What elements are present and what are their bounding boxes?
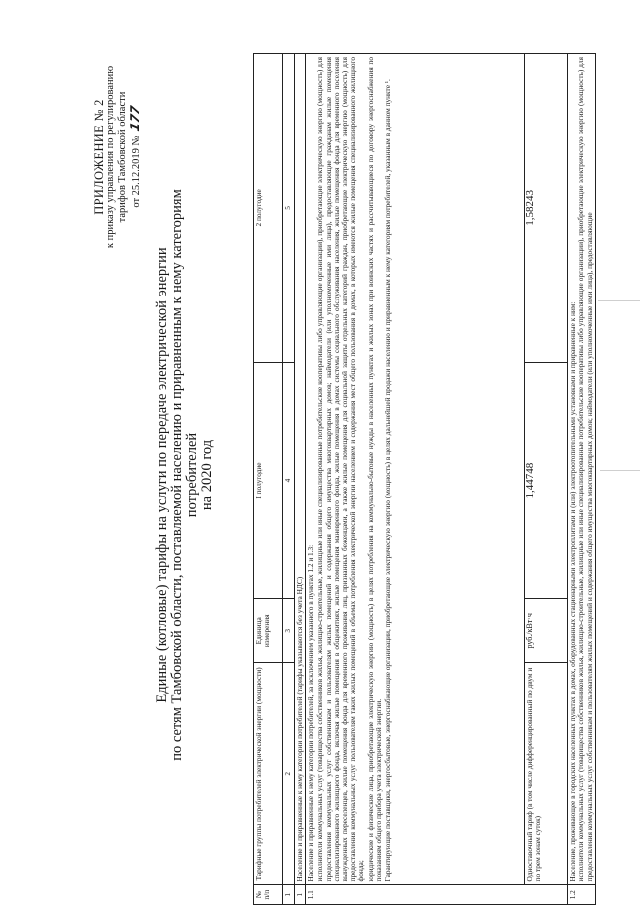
order-number-handwritten: 177 [128,104,142,133]
index-cell: 3 [283,599,295,663]
title-line-2: по сетям Тамбовской области, поставляемой населению и приравненным к нему категориям потребителей [169,189,200,761]
title-line-1: Единые (котловые) тарифы на услуги по передаче электрической энергии [154,247,170,703]
appendix-line-order: к приказу управления по регулированию [105,65,116,249]
index-cell: 2 [283,663,295,885]
table-row-1-1 [306,54,525,905]
tariff-label: Одноставочный тариф (в том числе дифференцированный по двум и по трем зонам суток) [525,663,568,885]
row-description [306,54,525,885]
header-half-2: 2 полугодие [254,54,283,363]
table-index-row [283,54,295,905]
row-description-para: Население, проживающее в городских населенных пунктах в домах, оборудованных стационарными электроплитами и (или) электроотопительными установками и приравненные к ним: [568,301,578,882]
row-num: 1.2 [568,885,596,905]
table-row-1-2 [568,54,596,905]
table-section-row [295,54,306,905]
header-half-1: I полугодие [254,362,283,599]
index-cell: 4 [283,362,295,599]
index-cell: 5 [283,54,295,363]
tariff-table [253,53,596,905]
appendix-header [93,37,143,277]
tariff-value-row [525,54,568,905]
appendix-date-line [129,37,143,277]
header-group: Тарифные группы потребителей электрической энергии (мощности) [254,663,283,885]
table-header-row [254,54,283,905]
title-line-3: на 2020 год [199,439,215,511]
tariff-half-2-value: 1,58243 [525,54,568,363]
appendix-date: от 25.12.2019 № [131,135,142,208]
row-description-para: Гарантирующие поставщики, энергосбытовые, энергоснабжающие организации, приобретающие электрическую энергию (мощность) в целях дальнейшей продажи населению и приравненным к нему категориям потребителей, указанным в данном пункте ¹. [383,79,393,882]
document-title [155,175,215,775]
header-num: № п/п [254,885,283,905]
row-description-para: исполнители коммунальных услуг (товарищества собственников жилья, жилищно-строительные, жилищные или иные специализированные потребительские кооперативы либо управляющие организации), приобретающие электрическую энергию (мощность) для предоставления коммунальных услуг собственникам и пользователям жилых помещений и содержания общего имущества многоквартирных домов; наймодатели (или уполномоченные ими лица), предоставляющие [576,57,594,882]
row-description-para: исполнители коммунальных услуг (товарищества собственников жилья, жилищно-строительные, жилищные или иные специализированные потребительские кооперативы либо управляющие организации), приобретающие электрическую энергию (мощность) для предоставления коммунальных услуг собственникам и пользователям жилых помещений и содержания общего имущества многоквартирных домов; наймодатели (или уполномоченные ими лица), предоставляющие гражданам жилые помещения специализированного жилищного фонда, включая жилые помещения в общежитиях, жилые помещения маневренного фонда, жилые помещения в домах системы социального обслуживания населения, жилые помещения фонда для временного поселения вынужденных переселенцев, жилые помещения фонда для временного проживания лиц, признанных беженцами, а также жилые помещения для социальной защиты отдельных категорий граждан, приобретающие электрическую энергию (мощность) для предоставления коммунальных услуг пользователям таких жилых помещений в объемах потребления электрической энергии населением и содержания мест общего пользования в домах, в которых имеются жилые помещения специализированного жилищного фонда; [315,57,366,882]
tariff-half-1-value: 1,44748 [525,362,568,599]
row-description-para: юридические и физические лица, приобретающие электрическую энергию (мощность) в целях потребления на коммунально-бытовые нужды в населенных пунктах и жилых зонах при воинских частях и рассчитывающиеся по договору энергоснабжения по показаниям общего прибора учета электрической энергии. [365,57,383,882]
tariff-unit: руб./кВт·ч [525,599,568,663]
row-description-para: Население и приравненные к нему категории потребителей, за исключением указанного в пунктах 1.2 и 1.3: [306,544,316,882]
section-title: Население и приравненные к нему категории потребителей (тарифы указываются без учета НДС) [295,54,306,885]
appendix-line-agency: тарифов Тамбовской области [117,91,128,223]
row-description [568,54,596,885]
index-cell: 1 [283,885,295,905]
header-unit: Единица измерения [254,599,283,663]
section-num: 1 [295,885,306,905]
row-num: 1.1 [306,885,568,905]
appendix-number: ПРИЛОЖЕНИЕ № 2 [92,99,106,215]
